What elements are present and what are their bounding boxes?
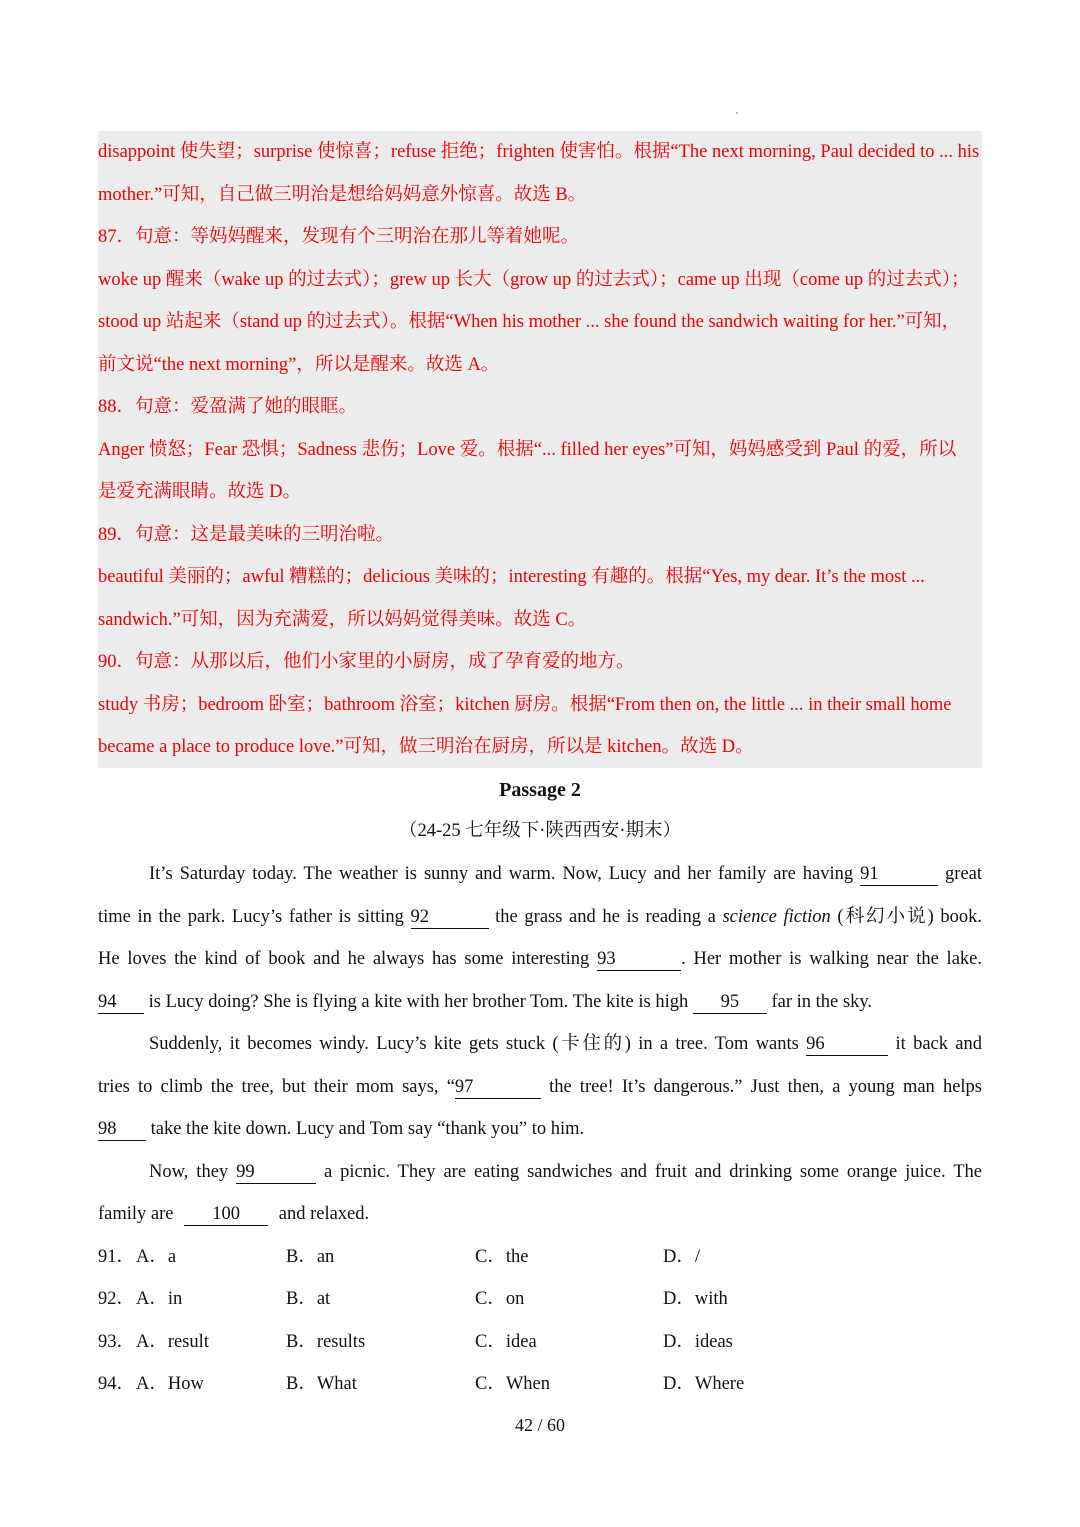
passage-line — [98, 947, 982, 971]
passage-text: the tree! It’s dangerous.” Just then, a young man helps — [549, 1077, 983, 1097]
passage-text: tries to climb the tree, but their mom says, “ — [98, 1077, 455, 1097]
question-options-91 — [98, 1245, 982, 1269]
passage-text: (科幻小说) book. — [837, 907, 983, 927]
passage-text: the grass and he is reading a — [495, 907, 716, 927]
passage-text: It’s Saturday today. The weather is sunny and warm. Now, Lucy and her family are having — [149, 864, 854, 884]
blank-92: 92 — [411, 908, 489, 929]
passage-source: （24-25 七年级下·陕西西安·期末） — [398, 821, 682, 841]
option-b[interactable]: B．at — [286, 1289, 331, 1309]
question-number: 94． — [98, 1374, 136, 1394]
question-number: 93． — [98, 1332, 136, 1352]
option-b[interactable]: B．results — [286, 1332, 366, 1352]
analysis-line: 90．句意：从那以后，他们小家里的小厨房，成了孕育爱的地方。 — [98, 652, 635, 672]
option-a[interactable]: A．result — [136, 1332, 209, 1352]
passage-line — [149, 1032, 982, 1056]
analysis-line: study 书房；bedroom 卧室；bathroom 浴室；kitchen 厨房。根据“From then on, the little ... in their small home — [98, 695, 952, 715]
option-c[interactable]: C．the — [475, 1247, 529, 1267]
passage-line — [149, 862, 982, 886]
analysis-line: disappoint 使失望；surprise 使惊喜；refuse 拒绝；frighten 使害怕。根据“The next morning, Paul decided to ... his — [98, 142, 980, 162]
analysis-line: Anger 愤怒；Fear 恐惧；Sadness 悲伤；Love 爱。根据“... filled her eyes”可知，妈妈感受到 Paul 的爱，所以 — [98, 440, 957, 460]
option-c[interactable]: C．on — [475, 1289, 525, 1309]
passage-text: a picnic. They are eating sandwiches and fruit and drinking some orange juice. The — [324, 1162, 983, 1182]
passage-line — [98, 990, 982, 1014]
passage-text: take the kite down. Lucy and Tom say “thank you” to him. — [150, 1119, 585, 1139]
passage-line — [98, 1117, 982, 1141]
blank-95: 95 — [693, 993, 767, 1014]
option-d[interactable]: D．/ — [663, 1247, 701, 1267]
question-options-93 — [98, 1330, 982, 1354]
passage-text: family are — [98, 1204, 174, 1224]
blank-94: 94 — [98, 993, 144, 1014]
analysis-line: became a place to produce love.”可知，做三明治在厨房，所以是 kitchen。故选 D。 — [98, 737, 754, 757]
analysis-line: 前文说“the next morning”，所以是醒来。故选 A。 — [98, 355, 500, 375]
passage-title: Passage 2 — [499, 779, 581, 801]
analysis-line: woke up 醒来（wake up 的过去式）；grew up 长大（grow up 的过去式）；came up 出现（come up 的过去式）； — [98, 270, 970, 290]
passage-text: it back and — [895, 1034, 983, 1054]
analysis-line: beautiful 美丽的；awful 糟糕的；delicious 美味的；interesting 有趣的。根据“Yes, my dear. It’s the most ... — [98, 567, 925, 587]
passage-text: He loves the kind of book and he always has some interesting — [98, 949, 590, 969]
option-a[interactable]: A．a — [136, 1247, 177, 1267]
question-options-94 — [98, 1372, 982, 1396]
passage-text: time in the park. Lucy’s father is sitting — [98, 907, 404, 927]
question-options-92 — [98, 1287, 982, 1311]
stray-dot — [736, 112, 738, 114]
passage-text: . Her mother is walking near the lake. — [681, 949, 982, 969]
blank-97: 97 — [455, 1078, 541, 1099]
analysis-line: 87．句意：等妈妈醒来，发现有个三明治在那儿等着她呢。 — [98, 227, 580, 247]
answer-analysis-block — [98, 131, 982, 768]
passage-italic-text: science fiction — [722, 907, 831, 927]
option-b[interactable]: B．an — [286, 1247, 335, 1267]
analysis-line: 是爱充满眼睛。故选 D。 — [98, 482, 301, 502]
passage-line — [98, 1202, 982, 1226]
analysis-line: sandwich.”可知，因为充满爱，所以妈妈觉得美味。故选 C。 — [98, 610, 587, 630]
analysis-line: stood up 站起来（stand up 的过去式）。根据“When his mother ... she found the sandwich waiting for her.”可知， — [98, 312, 961, 332]
option-d[interactable]: D．with — [663, 1289, 728, 1309]
passage-text: is Lucy doing? She is flying a kite with her brother Tom. The kite is high — [148, 992, 689, 1012]
blank-100: 100 — [184, 1205, 268, 1226]
blank-98: 98 — [98, 1120, 146, 1141]
passage-line — [149, 1160, 982, 1184]
passage-text: Now, they — [149, 1162, 229, 1182]
blank-91: 91 — [860, 865, 938, 886]
option-c[interactable]: C．When — [475, 1374, 551, 1394]
passage-text: Suddenly, it becomes windy. Lucy’s kite gets stuck (卡住的) in a tree. Tom wants — [149, 1034, 799, 1054]
option-a[interactable]: A．How — [136, 1374, 204, 1394]
passage-text: and relaxed. — [278, 1204, 370, 1224]
option-c[interactable]: C．idea — [475, 1332, 537, 1352]
question-number: 92． — [98, 1289, 136, 1309]
passage-line — [98, 1075, 982, 1099]
blank-96: 96 — [806, 1035, 888, 1056]
blank-99: 99 — [236, 1163, 316, 1184]
option-d[interactable]: D．Where — [663, 1374, 745, 1394]
analysis-line: mother.”可知，自己做三明治是想给妈妈意外惊喜。故选 B。 — [98, 185, 587, 205]
blank-93: 93 — [597, 950, 681, 971]
analysis-line: 88．句意：爱盈满了她的眼眶。 — [98, 397, 358, 417]
passage-text: great — [945, 864, 983, 884]
option-a[interactable]: A．in — [136, 1289, 183, 1309]
question-number: 91． — [98, 1247, 136, 1267]
page-number: 42 / 60 — [514, 1415, 565, 1435]
passage-text: far in the sky. — [771, 992, 872, 1012]
analysis-line: 89．句意：这是最美味的三明治啦。 — [98, 525, 395, 545]
passage-line — [98, 905, 982, 929]
option-b[interactable]: B．What — [286, 1374, 357, 1394]
option-d[interactable]: D．ideas — [663, 1332, 733, 1352]
